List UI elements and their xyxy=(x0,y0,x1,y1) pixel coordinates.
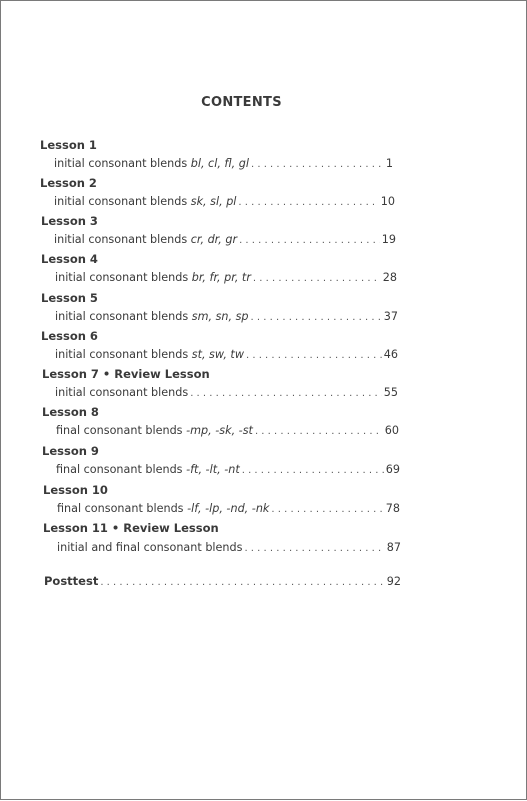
lesson-heading: Lesson 11 • Review Lesson xyxy=(43,521,219,535)
table-of-contents xyxy=(1,1,527,801)
page-number: 10 xyxy=(380,195,395,208)
page-number: 87 xyxy=(386,541,401,554)
page-number: 37 xyxy=(383,310,398,323)
dot-leader xyxy=(246,349,382,363)
posttest-label: Posttest xyxy=(44,574,99,588)
entry-text: initial consonant blends sk, sl, pl xyxy=(54,195,237,208)
toc-entry[interactable] xyxy=(56,424,399,439)
toc-entry[interactable] xyxy=(55,271,397,286)
toc-entry[interactable] xyxy=(54,233,396,248)
dot-leader xyxy=(100,576,384,590)
toc-entry[interactable] xyxy=(57,541,401,556)
entry-text: final consonant blends -lf, -lp, -nd, -nk xyxy=(57,502,270,515)
toc-entry[interactable] xyxy=(57,502,400,517)
lesson-heading: Lesson 7 • Review Lesson xyxy=(42,367,210,381)
lesson-heading: Lesson 6 xyxy=(41,329,98,343)
page-title: CONTENTS xyxy=(201,95,282,110)
lesson-heading: Lesson 1 xyxy=(40,138,97,152)
page-number: 19 xyxy=(381,233,396,246)
lesson-heading: Lesson 9 xyxy=(42,444,99,458)
dot-leader xyxy=(239,234,380,248)
dot-leader xyxy=(251,311,382,325)
entry-text: initial and final consonant blends xyxy=(57,541,243,554)
dot-leader xyxy=(253,272,381,286)
entry-text: initial consonant blends sm, sn, sp xyxy=(55,310,249,323)
entry-text: initial consonant blends st, sw, tw xyxy=(55,348,244,361)
entry-text: initial consonant blends bl, cl, fl, gl xyxy=(54,157,249,170)
lesson-heading: Lesson 8 xyxy=(42,405,99,419)
lesson-heading: Lesson 3 xyxy=(41,214,98,228)
entry-text: initial consonant blends xyxy=(55,386,189,399)
toc-entry[interactable] xyxy=(54,157,393,172)
dot-leader xyxy=(238,196,378,210)
page-number: 69 xyxy=(385,463,400,476)
dot-leader xyxy=(271,503,383,517)
dot-leader xyxy=(251,158,384,172)
toc-entry[interactable] xyxy=(54,195,395,210)
page-number: 28 xyxy=(382,271,397,284)
entry-text: initial consonant blends cr, dr, gr xyxy=(54,233,238,246)
dot-leader xyxy=(244,542,384,556)
dot-leader xyxy=(190,387,382,401)
dot-leader xyxy=(255,425,383,439)
entry-text: final consonant blends -ft, -lt, -nt xyxy=(56,463,240,476)
dot-leader xyxy=(242,464,384,478)
lesson-heading: Lesson 4 xyxy=(41,252,98,266)
entry-text: initial consonant blends br, fr, pr, tr xyxy=(55,271,251,284)
page-number: 55 xyxy=(383,386,398,399)
entry-text: final consonant blends -mp, -sk, -st xyxy=(56,424,253,437)
page-number: 1 xyxy=(385,157,393,170)
toc-entry[interactable] xyxy=(56,463,400,478)
lesson-heading: Lesson 5 xyxy=(41,291,98,305)
page-number: 78 xyxy=(385,502,400,515)
toc-entry[interactable] xyxy=(55,310,398,325)
page-number: 92 xyxy=(386,575,401,588)
page-number: 60 xyxy=(384,424,399,437)
toc-entry-posttest[interactable] xyxy=(44,574,401,590)
toc-entry[interactable] xyxy=(55,386,398,401)
lesson-heading: Lesson 2 xyxy=(40,176,97,190)
page-number: 46 xyxy=(383,348,398,361)
lesson-heading: Lesson 10 xyxy=(43,483,108,497)
toc-entry[interactable] xyxy=(55,348,398,363)
